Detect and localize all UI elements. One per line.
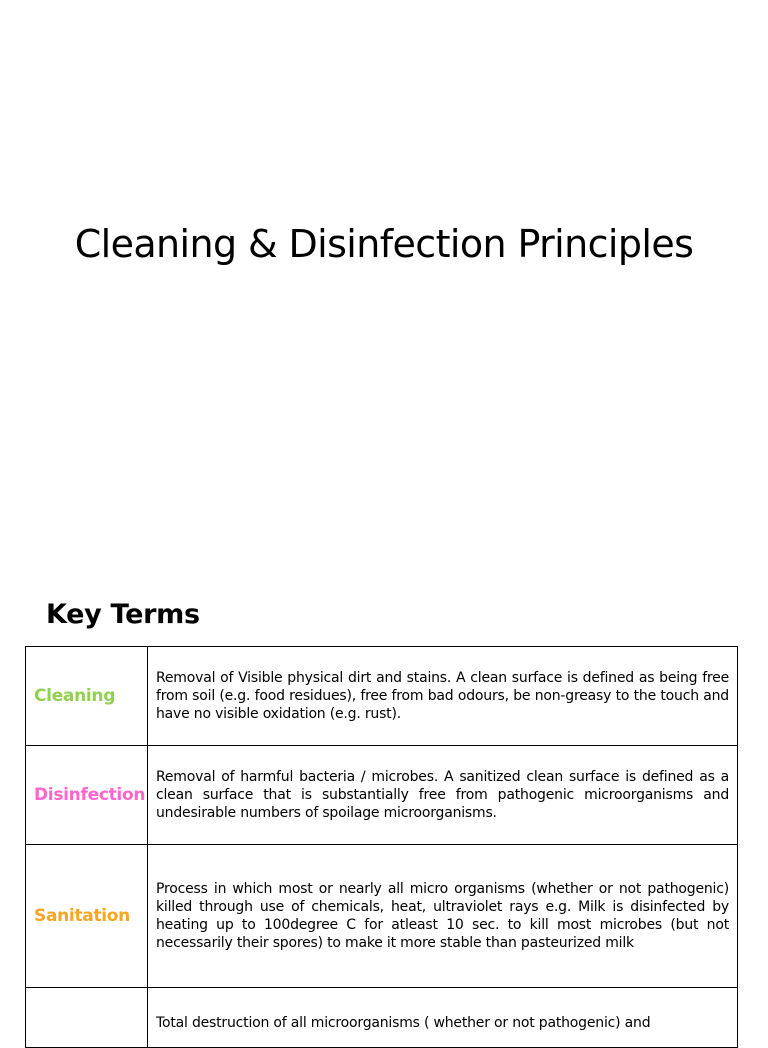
definition-sanitation: Process in which most or nearly all micro organisms (whether or not pathogenic) killed through use of chemicals, heat, ultraviolet rays e.g. Milk is disinfected by heating up to 100degree C for atleast 10 sec. to kill most microbes (but not necessarily their spores) to make it more stable than pasteurized milk xyxy=(148,845,738,988)
key-terms-heading: Key Terms xyxy=(46,599,200,630)
term-disinfection: Disinfection xyxy=(26,746,148,845)
table-row xyxy=(26,647,738,746)
definition-partial: Total destruction of all microorganisms ( whether or not pathogenic) and xyxy=(148,988,738,1048)
table-row xyxy=(26,845,738,988)
definition-cleaning: Removal of Visible physical dirt and stains. A clean surface is defined as being free from soil (e.g. food residues), free from bad odours, be non-greasy to the touch and have no visible oxidation (e.g. rust). xyxy=(148,647,738,746)
term-cleaning: Cleaning xyxy=(26,647,148,746)
table-row xyxy=(26,746,738,845)
term-sanitation: Sanitation xyxy=(26,845,148,988)
table-row xyxy=(26,988,738,1048)
definition-disinfection: Removal of harmful bacteria / microbes. A sanitized clean surface is defined as a clean surface that is substantially free from pathogenic microorganisms and undesirable numbers of spoilage microorganisms. xyxy=(148,746,738,845)
slide-title: Cleaning & Disinfection Principles xyxy=(74,222,694,266)
term-partial xyxy=(26,988,148,1048)
key-terms-table xyxy=(25,646,738,1048)
